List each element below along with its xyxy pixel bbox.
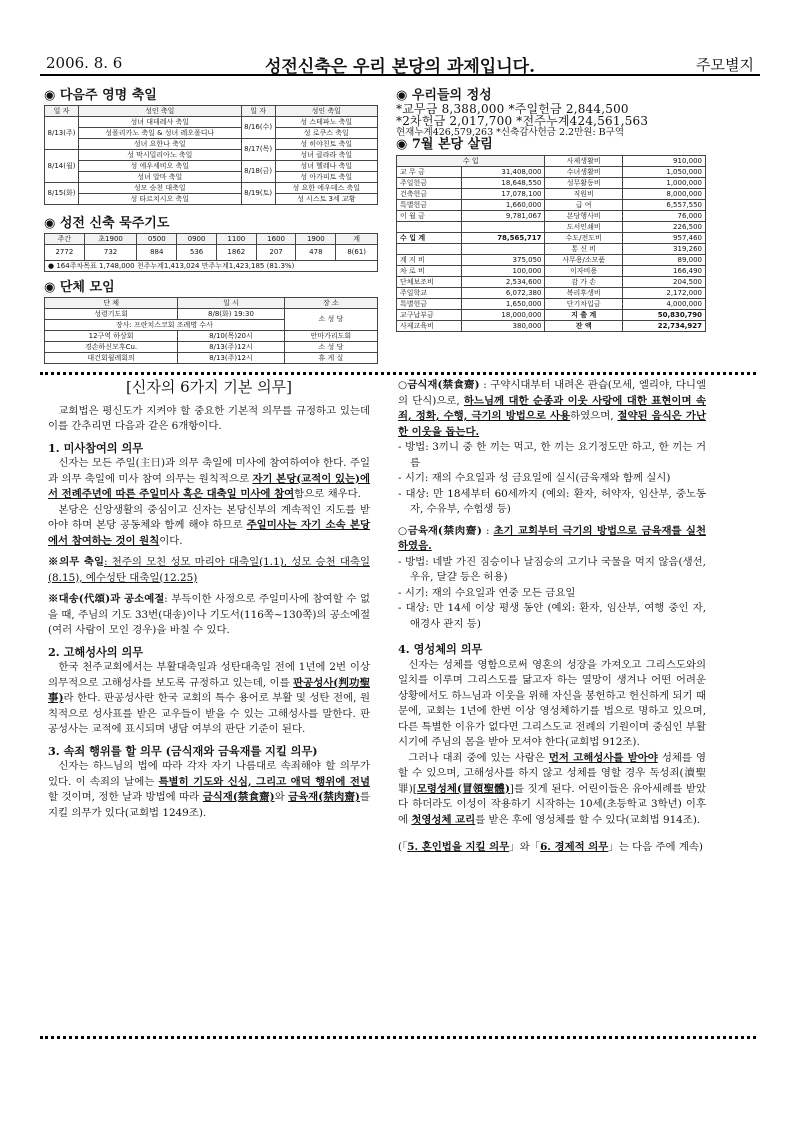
finance-amount: 4,000,000 (622, 299, 705, 310)
group-name: 경손하신모후Cu. (45, 342, 178, 353)
groups-table (44, 297, 378, 364)
article-left-column (48, 378, 370, 821)
group-time: 8/10(목)20시 (178, 331, 285, 342)
finance-amount: 375,050 (462, 255, 545, 266)
prayer-value: 8(61) (336, 245, 378, 261)
feast-name: 성 막시밀리아노 축일 (79, 150, 242, 161)
finance-item: 잔 액 (545, 321, 622, 332)
closing-note: (「5. 혼인법을 지킬 의무」와「6. 경제적 의무」는 다음 주에 계속) (398, 841, 703, 853)
offering-line: *2차헌금 2,017,700 *전주누계424,561,563 (396, 114, 649, 128)
feast-name: 성 시스토 3세 교황 (275, 194, 377, 205)
finance-item (397, 222, 462, 233)
finance-item: 수 입 계 (397, 233, 462, 244)
finance-amount: 89,000 (622, 255, 705, 266)
feast-title: ◉ 다음주 영명 축일 (44, 88, 157, 103)
feast-section (44, 84, 378, 205)
list-item: - 대상: 만 18세부터 60세까지 (예외: 환자, 허약자, 임산부, 중노동자, 수유부, 수험생 등) (398, 487, 706, 515)
prayer-value: 732 (84, 245, 137, 261)
finance-item: 주일헌금 (397, 178, 462, 189)
prayer-value: 536 (177, 245, 217, 261)
prayer-value: 1862 (216, 245, 256, 261)
finance-item: 교구납부금 (397, 310, 462, 321)
paragraph: ○금육재(禁肉齋) : 초기 교회부터 극기의 방법으로 금육재를 실천하였음. (398, 524, 707, 552)
groups-title: ◉ 단체 모임 (44, 280, 115, 295)
list-item: - 시기: 재의 수요일과 성 금요일에 실시(금육재와 함께 실시) (398, 472, 671, 484)
article-right-column (398, 378, 706, 856)
finance-item: 사무용/소모품 (545, 255, 622, 266)
finance-item: 수녀생활비 (545, 167, 622, 178)
group-place: 소 성 당 (284, 342, 377, 353)
offering-title: ◉ 우리들의 정성 (396, 88, 492, 103)
feast-name: 성모 승천 대축일 (79, 183, 242, 194)
finance-amount: 6,557,550 (622, 200, 705, 211)
finance-amount: 1,660,000 (462, 200, 545, 211)
feast-col-name: 성인 축일 (79, 106, 242, 117)
prayer-value: 478 (296, 245, 336, 261)
article-intro: 교회법은 평신도가 지켜야 할 중요한 기본적 의무를 규정하고 있는데 이를 간추리면 다음과 같은 6개항이다. (48, 404, 370, 432)
finance-amount: 100,000 (462, 266, 545, 277)
list-item: - 방법: 3끼니 중 한 끼는 먹고, 한 끼는 요기정도만 하고, 한 끼는 거름 (398, 441, 706, 469)
finance-amount: 22,734,927 (622, 321, 705, 332)
finance-amount: 166,490 (622, 266, 705, 277)
finance-amount: 1,650,000 (462, 299, 545, 310)
section-title: 3. 속죄 행위를 할 의무 (금식재와 금육재를 지킬 의무) (48, 743, 318, 758)
section-title: 4. 영성체의 의무 (398, 642, 483, 656)
feast-name: 성녀 클라라 축일 (275, 150, 377, 161)
feast-date: 8/15(화) (45, 183, 79, 205)
feast-name: 성 스테파노 축일 (275, 117, 377, 128)
feast-name: 성 아가피토 축일 (275, 172, 377, 183)
feast-date: 8/16(수) (241, 117, 275, 139)
feast-name: 성녀 알마 축일 (79, 172, 242, 183)
finance-item: 지 출 계 (545, 310, 622, 321)
group-name: 대건회월례회의 (45, 353, 178, 364)
prayer-header: 1100 (216, 234, 256, 245)
finance-item: 차 로 비 (397, 266, 462, 277)
finance-item: 계 지 비 (397, 255, 462, 266)
finance-item: 사제교육비 (397, 321, 462, 332)
prayer-value: 207 (256, 245, 296, 261)
groups-col: 장 소 (284, 298, 377, 309)
prayer-note: ● 164주차목표 1,748,000 천주누계1,413,024 만주누계1,423,185 (81.3%) (45, 261, 378, 272)
finance-amount: 78,565,717 (462, 233, 545, 244)
groups-col: 일 시 (178, 298, 285, 309)
divider (40, 1036, 756, 1039)
finance-amount: 1,050,000 (622, 167, 705, 178)
finance-amount: 380,000 (462, 321, 545, 332)
list-item: - 대상: 만 14세 이상 평생 동안 (예외: 환자, 임산부, 여행 중인 자, 애경사 관지 등) (398, 602, 706, 630)
issue-date: 2006. 8. 6 (46, 54, 123, 72)
finance-item: 사제생활비 (545, 156, 622, 167)
prayer-table (44, 233, 378, 272)
prayer-header: 0900 (177, 234, 217, 245)
finance-amount: 50,830,790 (622, 310, 705, 321)
finance-item: 감 가 손 (545, 277, 622, 288)
finance-amount: 1,000,000 (622, 178, 705, 189)
group-place: 휴 게 실 (284, 353, 377, 364)
feast-table (44, 105, 378, 205)
list-item: - 방법: 네발 가진 짐승이나 날짐승의 고기나 국물을 먹지 않음(생선, 우유, 달걀 등은 허용) (398, 555, 706, 583)
finance-item: 교 무 금 (397, 167, 462, 178)
finance-amount: 9,781,067 (462, 211, 545, 222)
prayer-header: 1900 (296, 234, 336, 245)
prayer-header: 0500 (137, 234, 177, 245)
finance-amount: 2,534,600 (462, 277, 545, 288)
paragraph: 그러나 대죄 중에 있는 사람은 먼저 고해성사를 받아야 성체를 영할 수 있으며, 고해성사를 하지 않고 성체를 영할 경우 독성죄(瀆聖罪)[모령성체(冒領聖體)]를 짓게 된다. 어린이들은 유아세례를 받았다 하더라도 이성이 작용하기 시작하는 10세(초등학교 3학년) 이후에 첫영성체 교리를 받은 후에 영성체를 할 수 있다(교회법 914조). (398, 751, 706, 826)
feast-name: 성 에우세비오 축일 (79, 161, 242, 172)
finance-table (396, 155, 706, 332)
page-header (40, 50, 760, 76)
prayer-header: 주간 (45, 234, 85, 245)
groups-col: 단 체 (45, 298, 178, 309)
feast-name: 성녀 대데레사 축일 (79, 117, 242, 128)
feast-name: 성 로쿠스 축일 (275, 128, 377, 139)
offering-section (396, 84, 716, 139)
group-place: 소 성 당 (284, 309, 377, 331)
finance-item: 성무활동비 (545, 178, 622, 189)
bulletin-tag: 주모별지 (696, 56, 754, 74)
finance-income-head: 수 입 (397, 156, 545, 167)
feast-date: 8/14(월) (45, 150, 79, 183)
paragraph: 신자는 하느님의 법에 따라 각자 자기 나름대로 속죄해야 할 의무가 있다. 이 속죄의 날에는 특별히 기도와 신심, 그리고 애덕 행위에 전념할 것이며, 정한 날과 방법에 따라 금식재(禁食齋)와 금육재(禁肉齋)를 지킬 의무가 있다(교회법 1249조). (48, 760, 371, 819)
finance-item: 단기차입금 (545, 299, 622, 310)
finance-item: 특별헌금 (397, 299, 462, 310)
prayer-header: 초1900 (84, 234, 137, 245)
prayer-value: 2772 (45, 245, 85, 261)
section-title: 2. 고해성사의 의무 (48, 644, 144, 659)
finance-amount: 2,172,000 (622, 288, 705, 299)
finance-amount: 910,000 (622, 156, 705, 167)
finance-amount: 18,648,550 (462, 178, 545, 189)
finance-amount: 226,500 (622, 222, 705, 233)
finance-item: 직원비 (545, 189, 622, 200)
finance-amount: 17,078,100 (462, 189, 545, 200)
group-name: 12구역 하상회 (45, 331, 178, 342)
feast-date: 8/17(목) (241, 139, 275, 161)
page-title: 성전신축은 우리 본당의 과제입니다. (264, 57, 535, 77)
feast-name: 성녀 요한나 축일 (79, 139, 242, 150)
feast-name: 성 요한 에우데스 축일 (275, 183, 377, 194)
feast-name: 성 타르치시오 축일 (79, 194, 242, 205)
offering-line: *교무금 8,388,000 *주일헌금 2,844,500 (396, 102, 629, 116)
finance-item: 통 신 비 (545, 244, 622, 255)
finance-amount (462, 222, 545, 233)
paragraph: 한국 천주교회에서는 부활대축일과 성탄대축일 전에 1년에 2번 이상 의무적으로 고해성사를 보도록 규정하고 있는데, 이를 판공성사(判功聖事)라 한다. 판공성사란 한국 교회의 특수 용어로 부활 및 성탄 전에, 원칙적으로 성사표를 받은 교우들이 받을 수 있는 고해성사를 말한다. 판공성사는 교적에 표시되며 냉담 여부의 판단 기준이 된다. (48, 661, 371, 735)
finance-item: 건축헌금 (397, 189, 462, 200)
feast-col-date: 일 자 (241, 106, 275, 117)
finance-amount: 319,260 (622, 244, 705, 255)
feast-date: 8/18(금) (241, 161, 275, 183)
finance-item: 이 월 금 (397, 211, 462, 222)
paragraph: ※의무 축일: 천주의 모친 성모 마리아 대축일(1.1), 성모 승천 대축일(8.15), 예수성탄 대축일(12.25) (48, 556, 370, 584)
finance-amount: 31,408,000 (462, 167, 545, 178)
finance-title: ◉ 7월 본당 살림 (396, 137, 493, 152)
group-name: 성령기도회 (45, 309, 178, 320)
paragraph: ○금식재(禁食齋) : 구약시대부터 내려온 관습(모세, 엘리야, 다니엘의 단식)으로, 하느님께 대한 순종과 이웃 사랑에 대한 표현이며 속죄, 정화, 수행, 극기의 방법으로 사용하였으며, 절약된 음식은 가난한 이웃을 돕는다. (398, 379, 706, 438)
prayer-header: 1600 (256, 234, 296, 245)
group-time: 8/8(화) 19:30 (178, 309, 285, 320)
finance-item: 급 여 (545, 200, 622, 211)
paragraph: 본당은 신앙생활의 중심이고 신자는 본당신부의 계속적인 지도를 받아야 하며 본당 공동체와 함께 해야 하므로 주일미사는 자기 소속 본당에서 참여하는 것이 원칙이다. (48, 503, 370, 547)
finance-item: 도서인쇄비 (545, 222, 622, 233)
group-note: 장사: 프란치스코회 조례명 수사 (45, 320, 285, 331)
group-time: 8/13(주)12시 (178, 353, 285, 364)
finance-amount: 204,500 (622, 277, 705, 288)
prayer-value: 884 (137, 245, 177, 261)
article-title: [신자의 6가지 기본 의무] (126, 378, 292, 396)
finance-item: 특별헌금 (397, 200, 462, 211)
prayer-header: 계 (336, 234, 378, 245)
finance-amount: 76,000 (622, 211, 705, 222)
finance-amount: 18,000,000 (462, 310, 545, 321)
finance-item: 이자비용 (545, 266, 622, 277)
finance-item (397, 244, 462, 255)
finance-item: 본당행사비 (545, 211, 622, 222)
feast-date: 8/19(토) (241, 183, 275, 205)
prayer-title: ◉ 성전 신축 묵주기도 (44, 216, 170, 231)
finance-item: 주일학교 (397, 288, 462, 299)
offering-line: 현재누계426,579,263 *신축감사헌금 2.2만원: B구역 (396, 127, 625, 138)
finance-section (396, 133, 706, 332)
list-item: - 시기: 재의 수요일과 연중 모든 금요일 (398, 586, 576, 599)
feast-col-date: 일 자 (45, 106, 79, 117)
paragraph: ※대송(代頌)과 공소예절: 부득이한 사정으로 주일미사에 참여할 수 없을 때, 주님의 기도 33번(대송)이나 기도서(116쪽~130쪽)의 공소예절(여러 사람이 모인 경우)을 바칠 수 있다. (48, 593, 370, 636)
finance-amount: 8,000,000 (622, 189, 705, 200)
finance-item: 복리후생비 (545, 288, 622, 299)
finance-amount (462, 244, 545, 255)
feast-col-name: 성인 축일 (275, 106, 377, 117)
finance-amount: 6,072,380 (462, 288, 545, 299)
paragraph: 신자는 성체를 영함으로써 영혼의 성장을 가져오고 그리스도와의 일치를 이루며 그리스도를 닮고자 하는 열망이 생겨나 어떤 어려운 상황에서도 하느님과 이웃을 위해 자신을 봉헌하고 헌신하게 되기 때문에, 교회는 1년에 한번 이상 영성체하기를 법으로 명하고 있으며, 다른 특별한 이유가 없다면 그리스도교 전례의 기원이며 중심인 부활 시기에 주님의 몸을 받아 모셔야 한다(교회법 912조). (398, 658, 706, 748)
feast-name: 성폴리카노 축일 & 성녀 레오폴디나 (79, 128, 242, 139)
group-place: 안마가리도회 (284, 331, 377, 342)
finance-item: 수도/전도비 (545, 233, 622, 244)
section-title: 1. 미사참여의 의무 (48, 440, 144, 455)
divider (40, 372, 756, 375)
feast-name: 성 히야친토 축일 (275, 139, 377, 150)
prayer-section (44, 212, 378, 272)
finance-amount: 957,460 (622, 233, 705, 244)
finance-item: 단체보조비 (397, 277, 462, 288)
feast-name: 성녀 헬레나 축일 (275, 161, 377, 172)
group-time: 8/13(주)12시 (178, 342, 285, 353)
paragraph: 신자는 모든 주일(主日)과 의무 축일에 미사에 참여하여야 한다. 주일과 의무 축일에 미사 참여 의무는 원칙적으로 자기 본당(교적이 있는)에서 전례주년에 따른 주일미사 혹은 대축일 미사에 참여함으로 채우다. (48, 457, 370, 500)
groups-section (44, 276, 378, 364)
feast-date: 8/13(주) (45, 117, 79, 150)
